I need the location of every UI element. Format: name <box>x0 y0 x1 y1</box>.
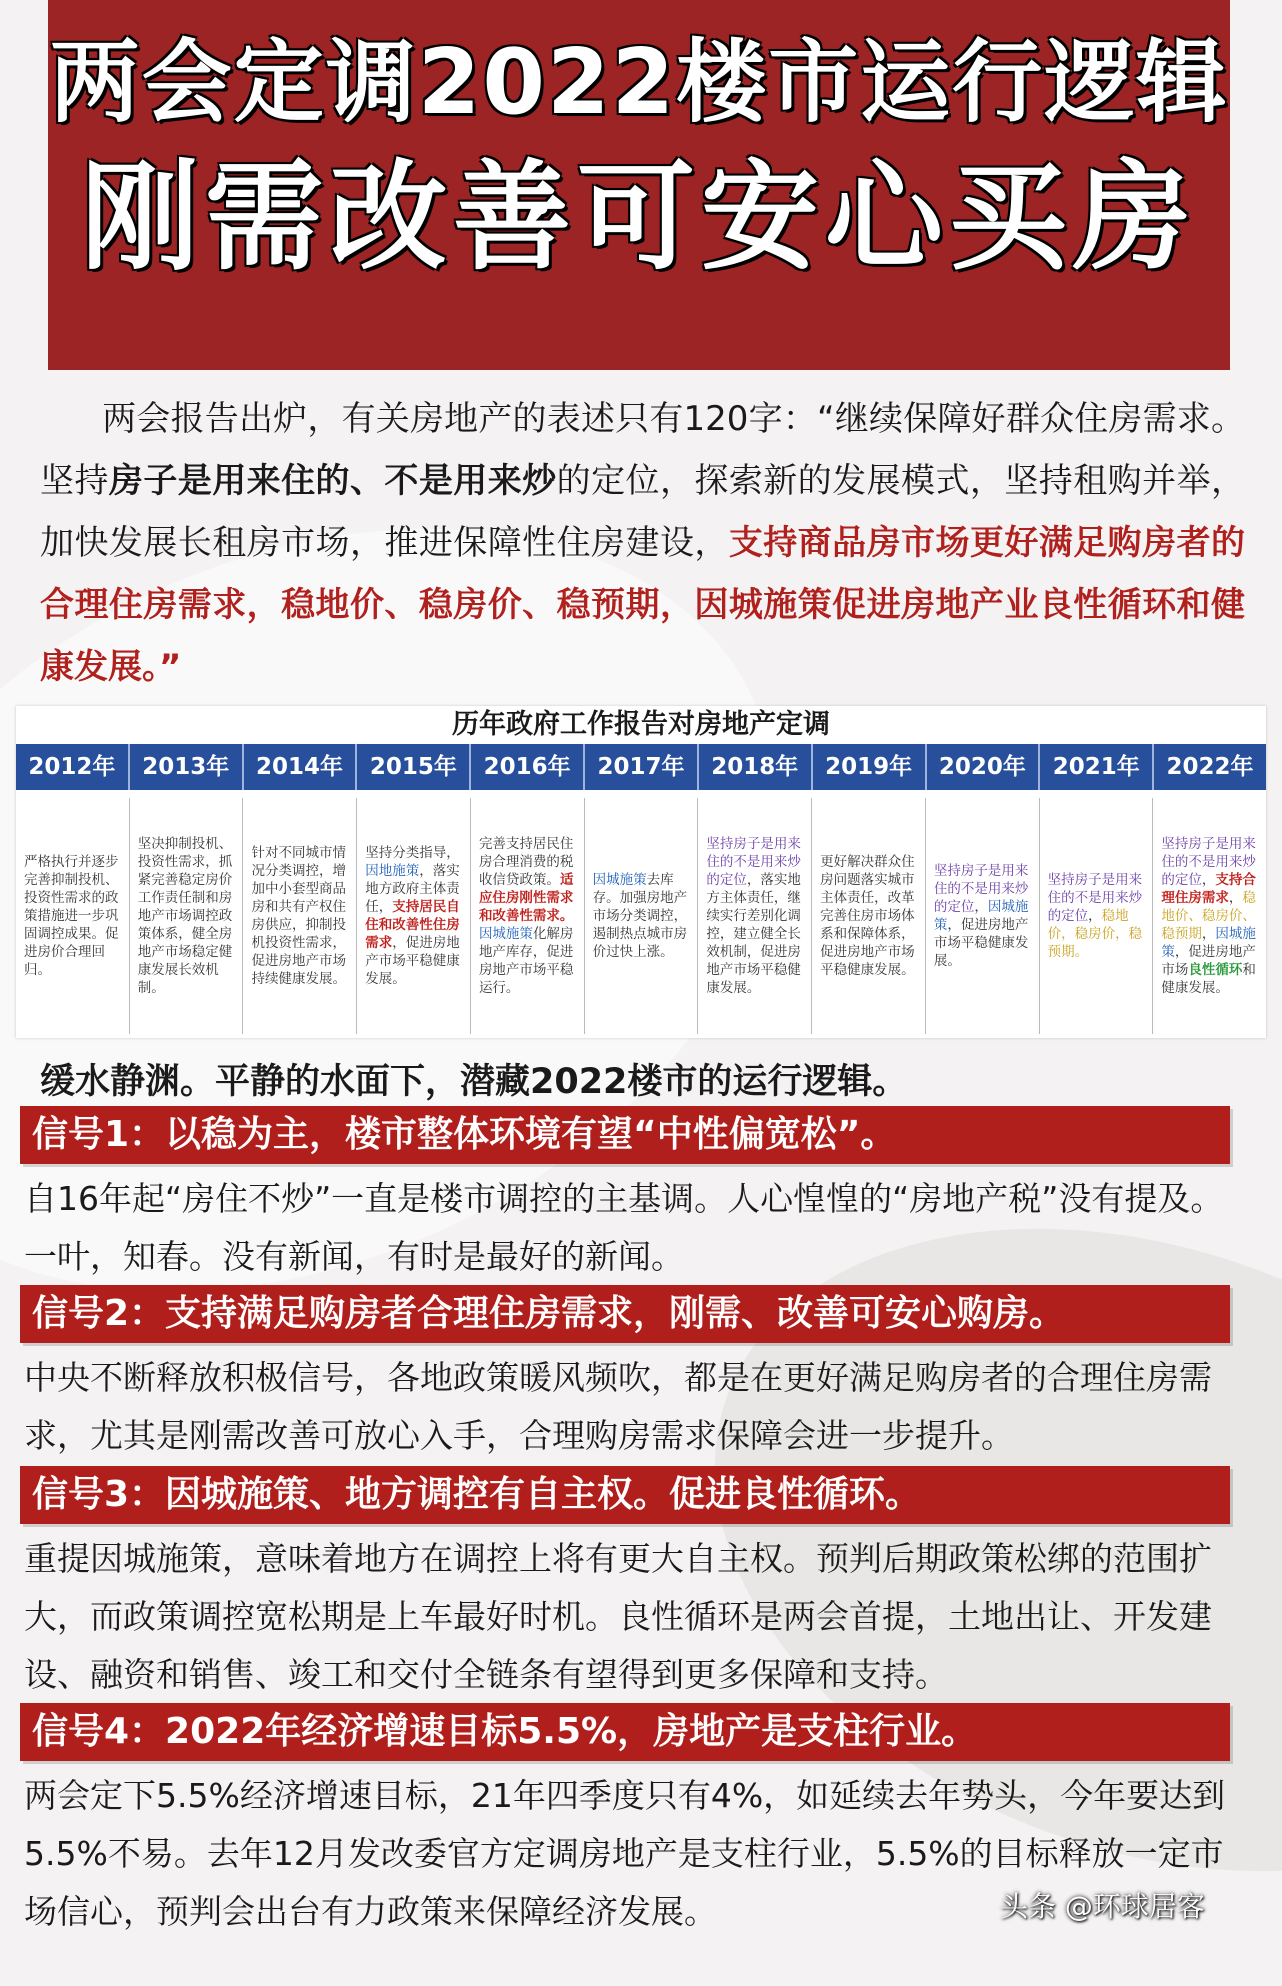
policy-text-segment: 支持居民自住和改善性住房需求 <box>365 899 460 951</box>
table-year-cell: 2012年 <box>16 744 130 790</box>
policy-text-segment: ，促进房地产市场平稳健康发展。 <box>365 935 460 987</box>
policy-text-segment: 因城施策 <box>478 926 533 942</box>
policy-text-segment: 针对不同城市情况分类调控，增加中小套型商品房和共有产权住房供应，抑制投机投资性需求，促进房地产市场持续健康发展。 <box>251 845 346 987</box>
intro-text: 两会报告出炉，有关房地产的表述只有120字：“继续保障好群众住房需求。坚持 <box>40 399 1245 501</box>
table-policy-cell <box>243 798 357 1034</box>
signal-3-heading: 信号3：因城施策、地方调控有自主权。促进良性循环。 <box>20 1466 1230 1524</box>
policy-text-segment: 坚持房子是用来住的不是用来炒的定位 <box>933 863 1029 915</box>
table-year-cell: 2018年 <box>699 744 813 790</box>
table-year-cell: 2017年 <box>585 744 699 790</box>
policy-text-segment: 化解房地产库存，促进房地产市场平稳运行。 <box>478 926 574 996</box>
policy-table <box>16 706 1266 1038</box>
title-banner <box>48 0 1230 370</box>
table-year-cell: 2022年 <box>1166 754 1254 780</box>
policy-text-segment: 良性循环 <box>1188 962 1243 978</box>
table-policy-cell <box>812 798 926 1034</box>
watermark-label: 头条 @环球居客 <box>1000 1890 1205 1923</box>
policy-text-segment: 完善支持居民住房合理消费的税收信贷政策。 <box>478 836 574 888</box>
policy-text-segment: 因地施策 <box>365 863 420 879</box>
policy-text-segment: 坚持分类指导， <box>365 845 460 861</box>
policy-text-segment: 适应住房刚性需求和改善性需求。 <box>478 872 574 924</box>
policy-text-segment: 因城施策 <box>933 899 1029 933</box>
policy-text-segment: ， <box>1201 926 1216 942</box>
banner-title-line2: 刚需改善可安心买房 <box>80 148 1197 286</box>
policy-text-segment: 支持合理住房需求 <box>1161 872 1256 906</box>
policy-text-segment: ， <box>974 899 988 915</box>
intro-red-quote: 支持商品房市场更好满足购房者的合理住房需求，稳地价、稳房价、稳预期，因城施策促进房地产业良性循环和健康发展。” <box>40 523 1246 687</box>
table-policy-cell <box>698 798 812 1034</box>
policy-text-segment: 严格执行并逐步完善抑制投机、投资性需求的政策措施进一步巩固调控成果。促进房价合理回归。 <box>24 854 119 978</box>
table-policy-cell <box>1153 798 1266 1034</box>
table-policy-cell <box>16 798 130 1034</box>
signal-2-text: 中央不断释放积极信号，各地政策暖风频吹，都是在更好满足购房者的合理住房需求，尤其是刚需改善可放心入手，合理购房需求保障会进一步提升。 <box>24 1358 1212 1455</box>
table-year-cell: 2019年 <box>813 744 927 790</box>
intro-paragraph <box>40 388 1245 698</box>
policy-text-segment: ，促进房地产市场 <box>1161 944 1256 978</box>
policy-text-segment: 去库存。加强房地产市场分类调控，遏制热点城市房价过快上涨。 <box>592 872 688 960</box>
policy-text-segment: ，促进房地产市场平稳健康发展。 <box>933 917 1029 969</box>
table-policy-row <box>16 790 1266 1034</box>
table-year-header <box>16 744 1266 790</box>
policy-text-segment: 坚持房子是用来住的不是用来炒的定位 <box>706 836 801 888</box>
signal-2-heading: 信号2：支持满足购房者合理住房需求，刚需、改善可安心购房。 <box>20 1285 1230 1343</box>
table-policy-cell <box>1040 798 1154 1034</box>
policy-text-segment: ，落实地方政府主体责任， <box>365 863 460 915</box>
signal-1-text: 自16年起“房住不炒”一直是楼市调控的主基调。人心惶惶的“房地产税”没有提及。一叶，知春。没有新闻，有时是最好的新闻。 <box>24 1179 1224 1276</box>
intro-bold-phrase: 房子是用来住的、不是用来炒 <box>108 461 557 501</box>
policy-text-segment: ， <box>1088 908 1102 924</box>
policy-text-segment: 坚持房子是用来住的不是用来炒的定位 <box>1161 836 1256 888</box>
table-policy-cell <box>585 798 699 1034</box>
policy-text-segment: ， <box>1201 872 1216 888</box>
table-year-cell: 2016年 <box>471 744 585 790</box>
table-title: 历年政府工作报告对房地产定调 <box>452 709 830 740</box>
policy-text-segment: 稳地价、稳房价、稳预期 <box>1161 890 1256 942</box>
policy-text-segment: 坚持房子是用来住的不是用来炒的定位 <box>1047 872 1143 924</box>
banner-title-line1: 两会定调2022楼市运行逻辑 <box>49 30 1229 135</box>
table-year-cell: 2013年 <box>130 744 244 790</box>
table-policy-cell <box>926 798 1040 1034</box>
policy-text-segment: 和健康发展。 <box>1161 962 1256 996</box>
policy-text-segment: ，落实地方主体责任，继续实行差别化调控，建立健全长效机制，促进房地产市场平稳健康发展。 <box>706 872 801 996</box>
table-policy-cell <box>357 798 471 1034</box>
table-year-cell: 2020年 <box>927 744 1041 790</box>
signal-4-text: 两会定下5.5%经济增速目标，21年四季度只有4%，如延续去年势头，今年要达到5.5%不易。去年12月发改委官方定调房地产是支柱行业，5.5%的目标释放一定市场信心，预判会出台有力政策来保障经济发展。 <box>24 1776 1226 1931</box>
signal-4-heading: 信号4：2022年经济增速目标5.5%，房地产是支柱行业。 <box>20 1703 1230 1761</box>
table-policy-cell <box>130 798 244 1034</box>
section-tagline: 缓水静渊。平静的水面下，潜藏2022楼市的运行逻辑。 <box>40 1062 908 1102</box>
signal-3-text: 重提因城施策，意味着地方在调控上将有更大自主权。预判后期政策松绑的范围扩大，而政策调控宽松期是上车最好时机。良性循环是两会首提，土地出让、开发建设、融资和销售、竣工和交付全链条有望得到更多保障和支持。 <box>24 1539 1212 1694</box>
table-year-cell: 2014年 <box>244 744 358 790</box>
table-year-cell: 2021年 <box>1040 744 1154 790</box>
policy-text-segment: 稳地价，稳房价，稳预期。 <box>1047 908 1143 960</box>
policy-text-segment: ， <box>1228 890 1243 906</box>
policy-text-segment: 坚决抑制投机、投资性需求，抓紧完善稳定房价工作责任制和房地产市场调控政策体系，健全房地产市场稳定健康发展长效机制。 <box>137 836 233 996</box>
policy-text-segment: 因城施策 <box>592 872 647 888</box>
table-policy-cell <box>471 798 585 1034</box>
table-year-cell: 2015年 <box>357 744 471 790</box>
policy-text-segment: 更好解决群众住房问题落实城市主体责任，改革完善住房市场体系和保障体系，促进房地产市场平稳健康发展。 <box>820 854 915 978</box>
signal-1-heading: 信号1：以稳为主，楼市整体环境有望“中性偏宽松”。 <box>20 1106 1230 1164</box>
intro-text: 的定位，探索新的发展模式，坚持租购并举，加快发展长租房市场，推进保障性住房建设， <box>40 461 1246 563</box>
policy-text-segment: 因城施策 <box>1161 926 1256 960</box>
